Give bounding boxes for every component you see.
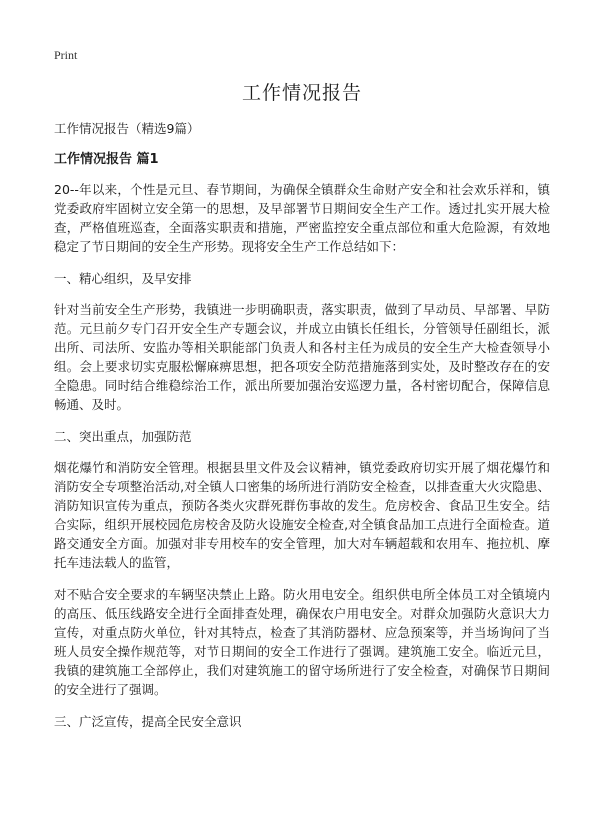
- paragraph-intro: 20--年以来，个性是元旦、春节期间，为确保全镇群众生命财产安全和社会欢乐祥和，镇党委政府牢固树立安全第一的思想，及早部署节日期间安全生产工作。透过扎实开展大检查，严格值班巡查，全面落实职责和措施，严密监控安全重点部位和重大危险源，有效地稳定了节日期间的安全生产形势。现将安全生产工作总结如下：: [54, 182, 550, 254]
- print-label: Print: [54, 48, 78, 62]
- page-title: 工作情况报告: [241, 82, 362, 104]
- document-subtitle: 工作情况报告（精选9篇）: [54, 121, 200, 136]
- paragraph-electricity: 对不贴合安全要求的车辆坚决禁止上路。防火用电安全。组织供电所全体员工对全镇境内的高压、低压线路安全进行全面排查处理，确保农户用电安全。对群众加强防火意识大力宣传，对重点防火单位，针对其特点，检查了其消防器材、应急预案等，并当场询问了当班人员安全操作规范等，对节日期间的安全工作进行了强调。建筑施工安全。临近元旦，我镇的建筑施工全部停止，我们对建筑施工的留守场所进行了安全检查，对确保节日期间的安全进行了强调。: [54, 587, 550, 697]
- paragraph-prevention: 烟花爆竹和消防安全管理。根据县里文件及会议精神，镇党委政府切实开展了烟花爆竹和消防安全专项整治活动,对全镇人口密集的场所进行消防安全检查，以排查重大火灾隐患、消防知识宣传为重点，预防各类火灾群死群伤事故的发生。危房校舍、食品卫生安全。结合实际，组织开展校园危房校舍及防火设施安全检查,对全镇食品加工点进行全面检查。道路交通安全方面。加强对非专用校车的安全管理，加大对车辆超载和农用车、拖拉机、摩托车违法载人的监管，: [54, 460, 550, 570]
- document-body: [54, 80, 550, 743]
- section-title: 工作情况报告 篇1: [54, 152, 159, 167]
- heading-organize: 一、精心组织，及早安排: [54, 271, 192, 286]
- heading-publicity: 三、广泛宣传，提高全民安全意识: [54, 714, 242, 729]
- paragraph-organize: 针对当前安全生产形势，我镇进一步明确职责，落实职责，做到了早动员、早部署、早防范。元旦前夕专门召开安全生产专题会议，并成立由镇长任组长，分管领导任副组长，派出所、司法所、安监办等相关职能部门负责人和各村主任为成员的安全生产大检查领导小组。会上要求切实克服松懈麻痹思想，把各项安全防范措施落到实处，及时整改存在的安全隐患。同时结合维稳综治工作，派出所要加强治安巡逻力量，各村密切配合，保障信息畅通、及时。: [54, 302, 550, 412]
- heading-prevention: 二、突出重点，加强防范: [54, 429, 192, 444]
